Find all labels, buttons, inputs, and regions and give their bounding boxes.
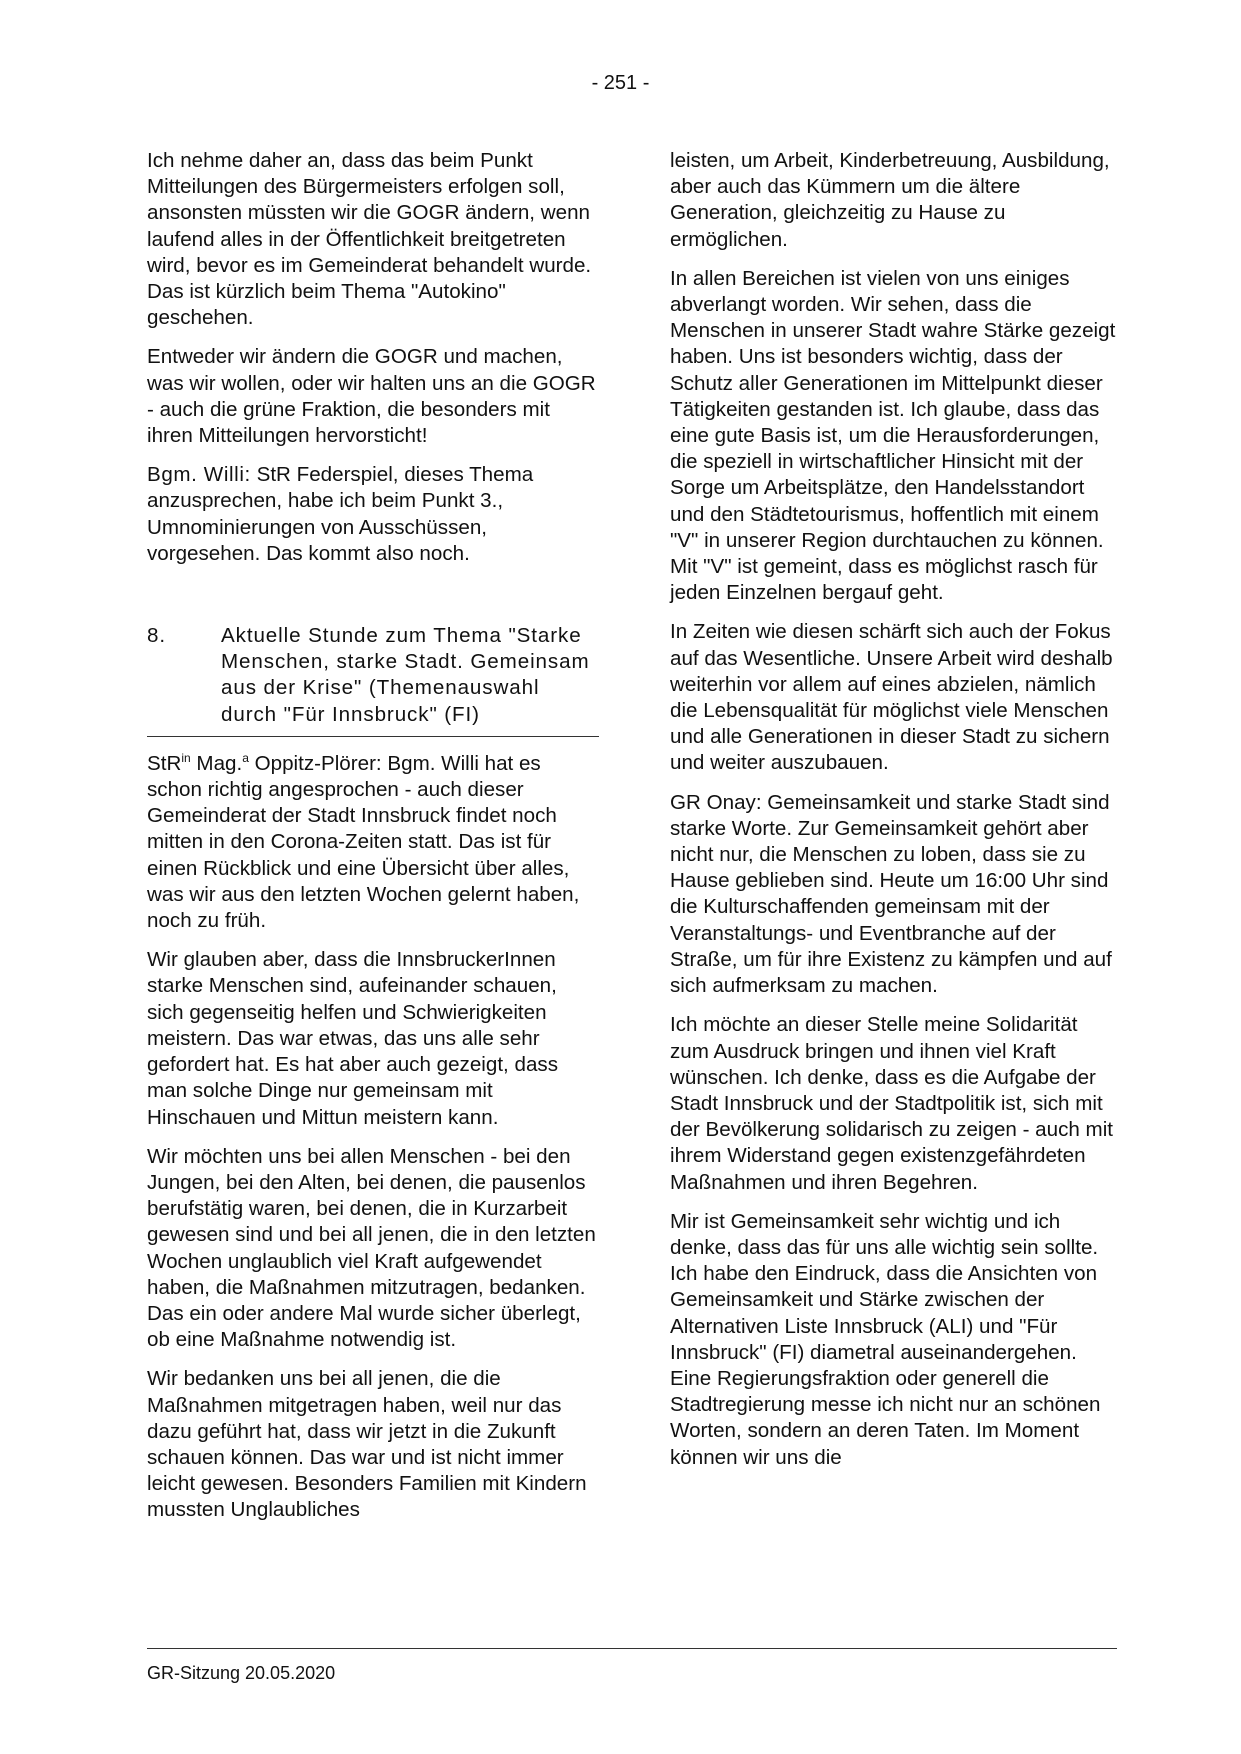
paragraph: Wir möchten uns bei allen Menschen - bei den Jungen, bei den Alten, bei denen, die pausenlos berufstätig waren, bei denen, die in Kurzarbeit gewesen sind und bei all jenen, die in den letzten Wochen unglaublich viel Kraft aufgewendet haben, die Maßnahmen mitzutragen, bedanken. Das ein oder andere Mal wurde sicher überlegt, ob eine Maßnahme notwendig ist. [147, 1144, 596, 1352]
paragraph: Ich möchte an dieser Stelle meine Solidarität zum Ausdruck bringen und ihnen viel Kraft wünschen. Ich denke, dass es die Aufgabe der Stadt Innsbruck und der Stadtpolitik ist, sich mit der Bevölkerung solidarisch zu zeigen - auch mit ihrem Widerstand gegen existenzgefährdeten Maßnahmen und ihren Begehren. [670, 1013, 1113, 1194]
paragraph: Mir ist Gemeinsamkeit sehr wichtig und ich denke, dass das für uns alle wichtig sein sollte. Ich habe den Eindruck, dass die Ansichten von Gemeinsamkeit und Stärke zwischen der Alternativen Liste Innsbruck (ALI) und "Für Innsbruck" (FI) diametral auseinandergehen. Eine Regierungsfraktion oder generell die Stadtregierung messe ich nicht nur an schönen Worten, sondern an deren Taten. Im Moment können wir uns die [670, 1209, 1101, 1469]
paragraph [147, 462, 597, 567]
speaker-label: Bgm. Willi: [147, 463, 251, 487]
agenda-number: 8. [147, 624, 166, 648]
paragraph: Entweder wir ändern die GOGR und machen, was wir wollen, oder wir halten uns an die GOGR - auch die grüne Fraktion, die besonders mit ihren Mitteilungen hervorsticht! [147, 345, 596, 448]
left-column [147, 148, 597, 1537]
speaker-label: GR Onay: [670, 790, 762, 814]
footer-session-date: GR-Sitzung 20.05.2020 [147, 1663, 336, 1683]
paragraph: leisten, um Arbeit, Kinderbetreuung, Ausbildung, aber auch das Kümmern um die ältere Generation, gleichzeitig zu Hause zu ermöglichen. [670, 149, 1110, 251]
paragraph: Wir bedanken uns bei all jenen, die die Maßnahmen mitgetragen haben, weil nur das dazu geführt hat, dass wir jetzt in die Zukunft schauen können. Das war und ist nicht immer leicht gewesen. Besonders Familien mit Kindern mussten Unglaubliches [147, 1367, 587, 1522]
footer-divider [147, 1648, 1117, 1649]
speaker-label: StR$^{in}$ Mag.$^a$ Oppitz-Plörer: [147, 751, 382, 775]
agenda-title: Aktuelle Stunde zum Thema "Starke Menschen, starke Stadt. Gemeinsam aus der Krise" (Themenauswahl durch "Für Innsbruck" (FI) [221, 624, 590, 726]
paragraph: In allen Bereichen ist vielen von uns einiges abverlangt worden. Wir sehen, dass die Menschen in unserer Stadt wahre Stärke gezeigt haben. Uns ist besonders wichtig, dass der Schutz aller Generationen im Mittelpunkt dieser Tätigkeiten gestanden ist. Ich glaube, dass das eine gute Basis ist, um die Herausforderungen, die speziell in wirtschaftlicher Hinsicht mit der Sorge um Arbeitsplätze, den Handelsstandort und den Städtetourismus, hoffentlich mit einem "V" in unserer Region durchtauchen zu können. Mit "V" ist gemeint, dass es möglichst rasch für jeden Einzelnen bergauf geht. [670, 266, 1116, 605]
speech-text: Gemeinsamkeit und starke Stadt sind starke Worte. Zur Gemeinsamkeit gehört aber nicht nur, die Menschen zu loben, dass sie zu Hause geblieben sind. Heute um 16:00 Uhr sind die Kulturschaffenden gemeinsam mit der Veranstaltungs- und Eventbranche auf der Straße, um für ihre Existenz zu kämpfen und auf sich aufmerksam zu machen. [670, 790, 1112, 998]
speech-text: Bgm. Willi hat es schon richtig angesprochen - auch dieser Gemeinderat der Stadt Innsbruck findet noch mitten in den Corona-Zeiten statt. Das ist für einen Rückblick und eine Übersicht über alles, was wir aus den letzten Wochen gelernt haben, noch zu früh. [147, 751, 580, 933]
right-column [670, 148, 1120, 1484]
paragraph: In Zeiten wie diesen schärft sich auch der Fokus auf das Wesentliche. Unsere Arbeit wird deshalb weiterhin vor allem auf eines abzielen, nämlich die Lebensqualität für möglichst viele Menschen und alle Generationen in dieser Stadt zu sichern und weiter auszubauen. [670, 620, 1113, 775]
paragraph [147, 751, 597, 934]
paragraph: Wir glauben aber, dass die InnsbruckerInnen starke Menschen sind, aufeinander schauen, sich gegenseitig helfen und Schwierigkeiten meistern. Das war etwas, das uns alle sehr gefordert hat. Es hat aber auch gezeigt, dass man solche Dinge nur gemeinsam mit Hinschauen und Mittun meistern kann. [147, 948, 558, 1129]
spacer [147, 580, 597, 623]
agenda-item [147, 623, 597, 728]
page-number: - 251 - [591, 72, 650, 94]
agenda-divider [147, 736, 599, 737]
paragraph [670, 790, 1120, 1000]
paragraph: Ich nehme daher an, dass das beim Punkt Mitteilungen des Bürgermeisters erfolgen soll, ansonsten müssten wir die GOGR ändern, wenn laufend alles in der Öffentlichkeit breitgetreten wird, bevor es im Gemeinderat behandelt wurde. Das ist kürzlich beim Thema "Autokino" geschehen. [147, 149, 592, 330]
speech-text: StR Federspiel, dieses Thema anzusprechen, habe ich beim Punkt 3., Umnominierungen von Ausschüssen, vorgesehen. Das kommt also noch. [147, 463, 534, 565]
